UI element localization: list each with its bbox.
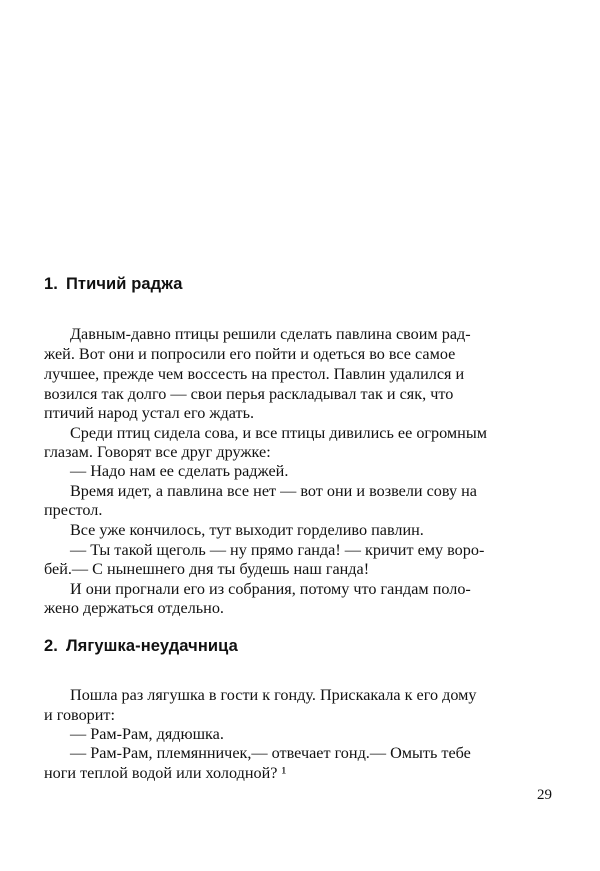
- paragraph-line: — Рам-Рам, племянничек,— отвечает гонд.— Омыть тебе: [70, 744, 471, 762]
- paragraph-line: Время идет, а павлина все нет — вот они и возвели сову на: [70, 482, 477, 500]
- paragraph-line: жей. Вот они и попросили его пойти и одеться во все самое: [44, 345, 456, 363]
- paragraph-line: ноги теплой водой или холодной? ¹: [44, 764, 287, 782]
- section-2-heading: [44, 637, 238, 656]
- paragraph-line: престол.: [44, 501, 103, 519]
- paragraph-line: птичий народ устал его ждать.: [44, 404, 255, 422]
- section-2-number: 2.: [44, 637, 58, 655]
- paragraph-line: И они прогнали его из собрания, потому что гандам поло-: [70, 580, 471, 598]
- paragraph-line: Среди птиц сидела сова, и все птицы дивились ее огромным: [70, 424, 487, 442]
- section-1-title: Птичий раджа: [65, 275, 183, 293]
- paragraph-line: Пошла раз лягушка в гости к гонду. Прискакала к его дому: [70, 686, 477, 704]
- page-number: 29: [537, 787, 552, 803]
- paragraph-line: жено держаться отдельно.: [44, 599, 224, 617]
- paragraph-line: возился так долго — свои перья раскладывал так и сяк, что: [44, 385, 454, 403]
- paragraph-line: и говорит:: [44, 706, 115, 724]
- paragraph-line: Все уже кончилось, тут выходит горделиво павлин.: [70, 521, 424, 539]
- section-1-heading: [44, 275, 183, 294]
- paragraph-line: — Ты такой щеголь — ну прямо ганда! — кричит ему воро-: [70, 541, 485, 559]
- section-1-number: 1.: [44, 275, 58, 293]
- paragraph-line: — Рам-Рам, дядюшка.: [70, 725, 224, 743]
- paragraph-line: Давным-давно птицы решили сделать павлина своим рад-: [70, 325, 471, 343]
- paragraph-line: — Надо нам ее сделать раджей.: [70, 462, 289, 480]
- paragraph-line: глазам. Говорят все друг дружке:: [44, 443, 271, 461]
- paragraph-line: бей.— С нынешнего дня ты будешь наш ганда!: [44, 560, 370, 578]
- paragraph-line: лучшее, прежде чем воссесть на престол. Павлин удалился и: [44, 365, 465, 383]
- section-2-title: Лягушка-неудачница: [65, 637, 238, 655]
